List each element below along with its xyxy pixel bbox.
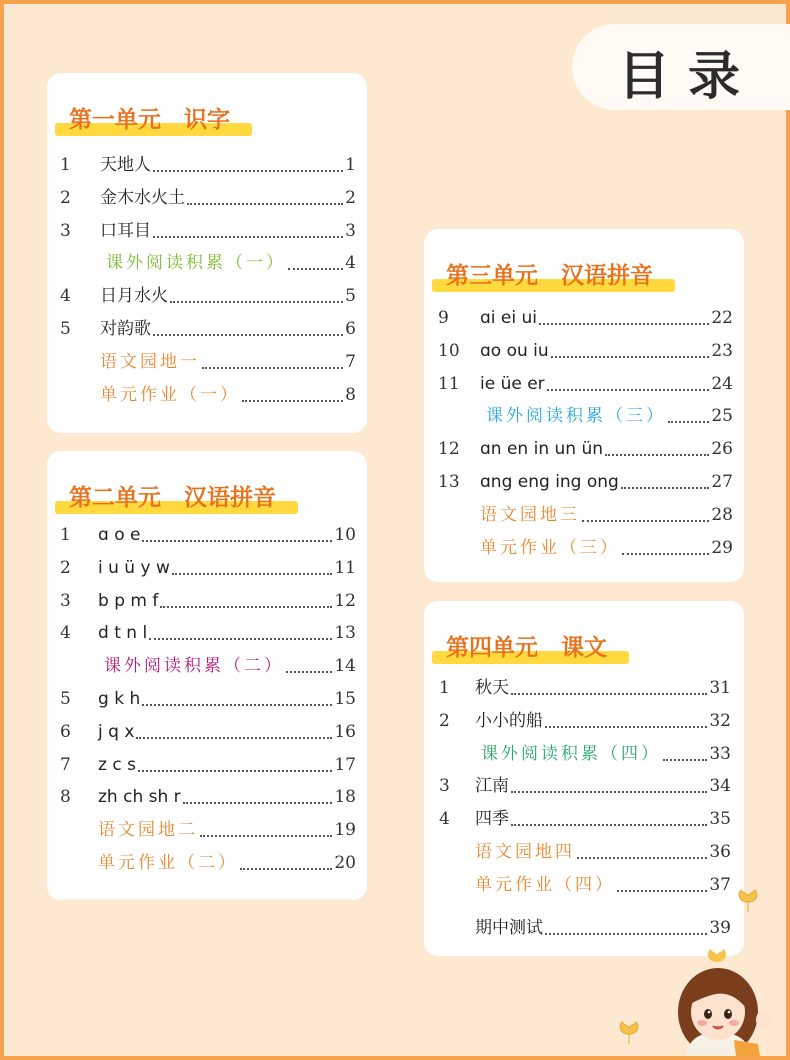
toc-leader: [160, 604, 332, 608]
toc-leader: [136, 735, 332, 739]
toc-leader: [605, 452, 709, 456]
unit-title: 第三单元 汉语拼音: [446, 257, 653, 290]
toc-page-number: 10: [334, 525, 356, 545]
toc-label: zh ch sh r: [98, 787, 181, 808]
toc-row[interactable]: [439, 869, 731, 901]
toc-leader: [142, 702, 332, 706]
toc-number: 3: [60, 590, 71, 611]
toc-page-number: 39: [709, 917, 731, 938]
toc-leader: [153, 332, 343, 336]
toc-leader: [545, 931, 707, 935]
toc-row[interactable]: [439, 770, 731, 802]
toc-page-number: 2: [345, 187, 356, 208]
toc-label: 语文园地三: [480, 504, 580, 525]
toc-page-number: 37: [709, 874, 731, 895]
toc-row[interactable]: [60, 585, 356, 617]
toc-page-number: 36: [709, 842, 731, 862]
toc-label: ɑi ei ui: [480, 308, 538, 328]
toc-leader: [142, 538, 332, 542]
toc-number: 9: [438, 308, 449, 328]
toc-label: 单元作业（四）: [475, 874, 615, 895]
toc-number: 12: [438, 439, 460, 460]
unit-card-3: [424, 229, 744, 582]
toc-row[interactable]: [60, 683, 356, 715]
toc-row[interactable]: [60, 552, 356, 584]
toc-number: 5: [60, 689, 71, 709]
toc-number: 1: [60, 525, 71, 545]
toc-number: 3: [439, 776, 450, 797]
toc-leader: [202, 365, 343, 369]
toc-page-number: 11: [334, 557, 356, 578]
toc-leader: [577, 855, 707, 859]
toc-row[interactable]: [438, 368, 733, 400]
toc-row[interactable]: [439, 803, 731, 835]
toc-row[interactable]: [438, 532, 733, 564]
unit-card-2: [47, 451, 367, 900]
toc-number: 6: [60, 721, 71, 742]
toc-leader: [183, 800, 333, 804]
toc-row[interactable]: [439, 912, 731, 944]
toc-label: 课外阅读积累（四）: [481, 743, 661, 764]
toc-row[interactable]: [438, 433, 733, 465]
toc-number: 7: [60, 754, 71, 775]
ginkgo-leaf-icon: [735, 888, 761, 914]
toc-number: 1: [60, 155, 71, 175]
toc-page-number: 20: [334, 853, 356, 873]
toc-page-number: 32: [709, 710, 731, 731]
toc-row[interactable]: [60, 716, 356, 748]
toc-leader: [187, 201, 343, 205]
toc-leader: [242, 398, 343, 402]
toc-leader: [149, 636, 332, 640]
toc-leader: [170, 299, 343, 303]
toc-leader: [551, 354, 710, 358]
toc-leader: [200, 833, 332, 837]
toc-row[interactable]: [439, 738, 731, 770]
toc-page-number: 16: [334, 721, 356, 742]
toc-leader: [288, 266, 343, 270]
toc-page-number: 35: [709, 809, 731, 830]
toc-leader: [153, 168, 343, 172]
toc-row[interactable]: [60, 814, 356, 846]
toc-row[interactable]: [60, 650, 356, 682]
toc-leader: [511, 822, 707, 826]
toc-page-number: 15: [334, 689, 356, 709]
toc-page-number: 7: [345, 351, 356, 372]
toc-row[interactable]: [60, 215, 356, 247]
toc-page-number: 17: [334, 754, 356, 775]
toc-label: j q x: [98, 721, 135, 742]
toc-row[interactable]: [60, 280, 356, 312]
toc-row[interactable]: [439, 836, 731, 868]
toc-label: 口耳目: [100, 220, 151, 241]
toc-label: 课外阅读积累（三）: [486, 406, 666, 427]
toc-page-number: 27: [711, 472, 733, 492]
toc-page-number: 14: [334, 656, 356, 677]
toc-row[interactable]: [439, 672, 731, 704]
toc-row[interactable]: [438, 335, 733, 367]
toc-leader: [621, 485, 710, 489]
toc-row[interactable]: [438, 302, 733, 334]
toc-label: ɑn en in un ün: [480, 439, 604, 460]
toc-leader: [240, 866, 332, 870]
toc-leader: [153, 234, 343, 238]
toc-leader: [622, 551, 709, 555]
toc-label: 语文园地二: [98, 820, 198, 841]
toc-row[interactable]: [60, 182, 356, 214]
unit-card-1: [47, 73, 367, 433]
toc-row[interactable]: [439, 705, 731, 737]
toc-label: 语文园地一: [100, 351, 200, 372]
toc-row[interactable]: [60, 313, 356, 345]
toc-number: 1: [439, 678, 450, 698]
toc-label: 四季: [475, 809, 509, 830]
toc-page-number: 3: [345, 220, 356, 241]
toc-leader: [668, 419, 709, 423]
toc-label: 单元作业（二）: [98, 853, 238, 873]
toc-label: 课外阅读积累（一）: [106, 253, 286, 274]
toc-label: 对韵歌: [100, 319, 151, 339]
toc-number: 4: [60, 623, 71, 644]
unit-card-4: [424, 601, 744, 956]
toc-page-number: 34: [709, 776, 731, 797]
toc-page-number: 1: [345, 155, 356, 175]
toc-number: 2: [60, 557, 71, 578]
toc-page-number: 18: [334, 787, 356, 808]
toc-page-number: 26: [711, 439, 733, 460]
toc-leader: [286, 669, 332, 673]
toc-page-number: 23: [711, 340, 733, 361]
toc-label: ɑ o e: [98, 525, 141, 545]
toc-row[interactable]: [60, 749, 356, 781]
toc-label: d t n l: [98, 623, 148, 644]
toc-page-number: 13: [334, 623, 356, 644]
toc-number: 11: [438, 373, 460, 394]
toc-number: 3: [60, 220, 71, 241]
toc-label: ɑng eng ing ong: [480, 472, 619, 492]
toc-label: 金木水火土: [100, 187, 185, 208]
toc-page-number: 12: [334, 590, 356, 611]
toc-page-number: 6: [345, 319, 356, 339]
toc-page-number: 8: [345, 384, 356, 405]
ginkgo-leaf-icon: [616, 1020, 642, 1046]
toc-row[interactable]: [60, 781, 356, 813]
toc-page-number: 5: [345, 286, 356, 307]
toc-page-number: 19: [334, 820, 356, 841]
toc-label: 日月水火: [100, 286, 168, 307]
toc-page-number: 4: [345, 253, 356, 274]
unit-title: 第一单元 识字: [69, 101, 230, 134]
toc-row[interactable]: [60, 149, 356, 181]
toc-label: g k h: [98, 689, 141, 709]
toc-number: 8: [60, 787, 71, 808]
toc-page-number: 31: [709, 678, 731, 698]
toc-page-number: 33: [709, 743, 731, 764]
toc-label: 单元作业（三）: [480, 537, 620, 558]
toc-row[interactable]: [60, 346, 356, 378]
unit-title: 第四单元 课文: [446, 629, 607, 662]
toc-number: 5: [60, 319, 71, 339]
toc-number: 2: [439, 710, 450, 731]
toc-page-number: 28: [711, 504, 733, 525]
toc-label: 江南: [475, 776, 509, 797]
girl-illustration: [668, 960, 778, 1056]
page-title: 目录: [618, 47, 759, 107]
toc-number: 10: [438, 340, 460, 361]
toc-label: b p m f: [98, 590, 159, 611]
toc-label: ɑo ou iu: [480, 340, 549, 361]
toc-label: 单元作业（一）: [100, 384, 240, 405]
toc-page-number: 29: [711, 537, 733, 558]
toc-row[interactable]: [60, 847, 356, 879]
toc-leader: [547, 387, 710, 391]
toc-row[interactable]: [60, 247, 356, 279]
toc-leader: [663, 757, 707, 761]
toc-page-number: 25: [711, 406, 733, 427]
toc-page-number: 22: [711, 308, 733, 328]
toc-leader: [539, 321, 709, 325]
toc-leader: [582, 518, 709, 522]
toc-row[interactable]: [60, 379, 356, 411]
toc-leader: [172, 571, 333, 575]
toc-row[interactable]: [60, 519, 356, 551]
toc-number: 4: [60, 286, 71, 307]
toc-number: 2: [60, 187, 71, 208]
toc-label: 天地人: [100, 155, 151, 175]
toc-row[interactable]: [60, 617, 356, 649]
toc-label: z c s: [98, 754, 136, 775]
toc-row[interactable]: [438, 466, 733, 498]
toc-label: 课外阅读积累（二）: [104, 656, 284, 677]
toc-label: 期中测试: [475, 917, 543, 938]
toc-label: i u ü y w: [98, 557, 170, 578]
toc-leader: [511, 789, 707, 793]
toc-row[interactable]: [438, 400, 733, 432]
toc-row[interactable]: [438, 499, 733, 531]
toc-number: 4: [439, 809, 450, 830]
toc-label: 语文园地四: [475, 842, 575, 862]
toc-leader: [138, 768, 332, 772]
toc-leader: [617, 888, 707, 892]
toc-number: 13: [438, 472, 460, 492]
unit-title: 第二单元 汉语拼音: [69, 479, 276, 512]
toc-label: ie üe er: [480, 373, 545, 394]
toc-label: 秋天: [475, 678, 509, 698]
toc-leader: [511, 691, 707, 695]
toc-label: 小小的船: [475, 710, 543, 731]
toc-page-number: 24: [711, 373, 733, 394]
toc-leader: [545, 724, 707, 728]
